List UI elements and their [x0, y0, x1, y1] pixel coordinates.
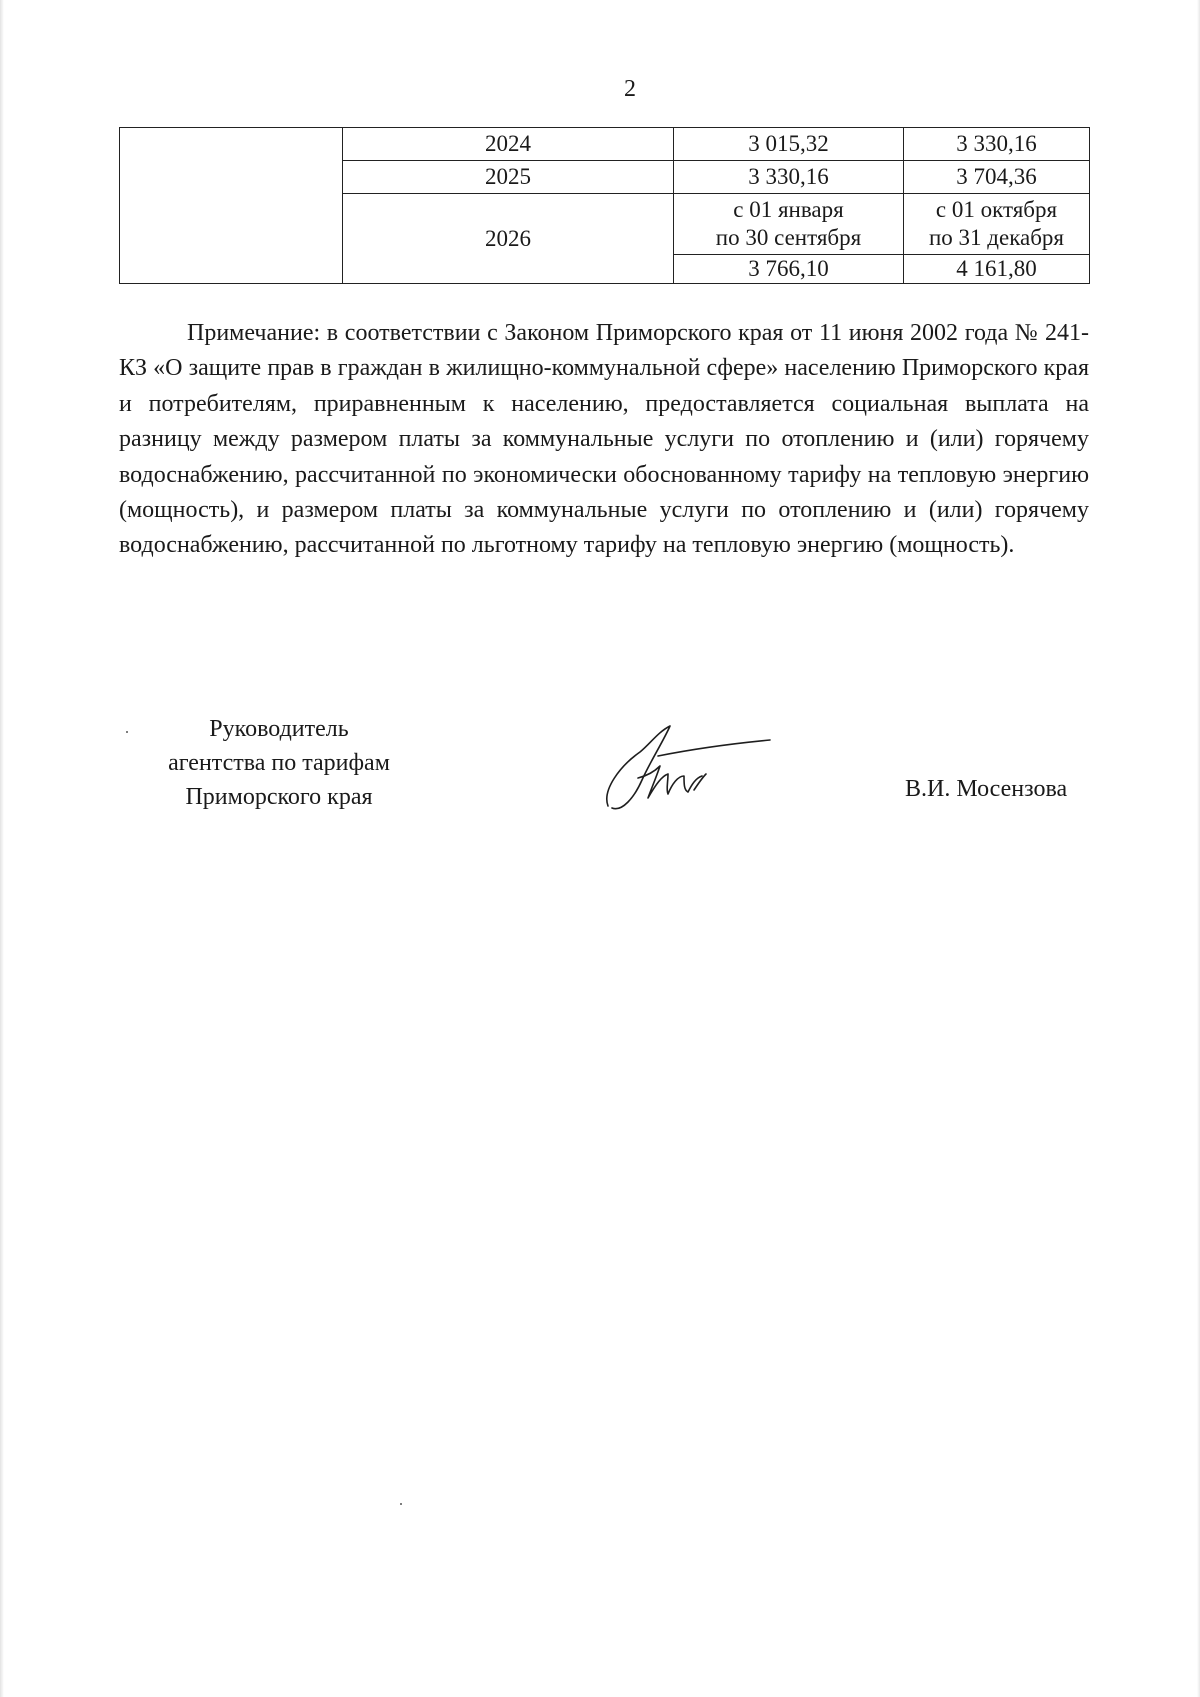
handwritten-signature — [598, 718, 778, 814]
period-from-label: с 01 октября — [935, 197, 1058, 222]
second-period-value-cell: 4 161,80 — [904, 255, 1090, 284]
second-period-value-cell: 3 330,16 — [904, 128, 1090, 161]
first-period-label-cell — [674, 194, 904, 255]
year-cell: 2025 — [343, 161, 674, 194]
page-number: 2 — [624, 76, 636, 102]
tariff-table — [119, 127, 1090, 284]
second-period-value-cell: 3 704,36 — [904, 161, 1090, 194]
signatory-title-line: Приморского края — [185, 784, 373, 810]
empty-category-cell — [120, 128, 343, 284]
signatory-title — [120, 712, 438, 814]
period-to-label: по 30 сентября — [715, 225, 862, 250]
signatory-title-line: агентства по тарифам — [168, 750, 390, 776]
period-to-label: по 31 декабря — [928, 225, 1065, 250]
second-period-label-cell — [904, 194, 1090, 255]
table-row — [120, 128, 1090, 161]
scan-dot — [400, 1503, 402, 1505]
note-paragraph: Примечание: в соответствии с Законом Приморского края от 11 июня 2002 года № 241-КЗ «О защите прав в граждан в жилищно-коммунальной сфере» населению Приморского края и потребителям, приравненным к населению, предоставляется социальная выплата на разницу между размером платы за коммунальные услуги по отоплению и (или) горячему водоснабжению, рассчитанной по экономически обоснованному тарифу на тепловую энергию (мощность), и размером платы за коммунальные услуги по отоплению и (или) горячему водоснабжению, рассчитанной по льготному тарифу на тепловую энергию (мощность). — [119, 320, 1089, 559]
scan-edge-left — [0, 0, 4, 1697]
scan-dot — [126, 731, 128, 733]
period-from-label: с 01 января — [733, 197, 844, 222]
first-period-value-cell: 3 330,16 — [674, 161, 904, 194]
signatory-name: В.И. Мосензова — [905, 776, 1068, 802]
first-period-value-cell: 3 766,10 — [674, 255, 904, 284]
signatory-title-line: Руководитель — [209, 716, 349, 742]
year-cell: 2026 — [343, 194, 674, 284]
year-cell: 2024 — [343, 128, 674, 161]
first-period-value-cell: 3 015,32 — [674, 128, 904, 161]
